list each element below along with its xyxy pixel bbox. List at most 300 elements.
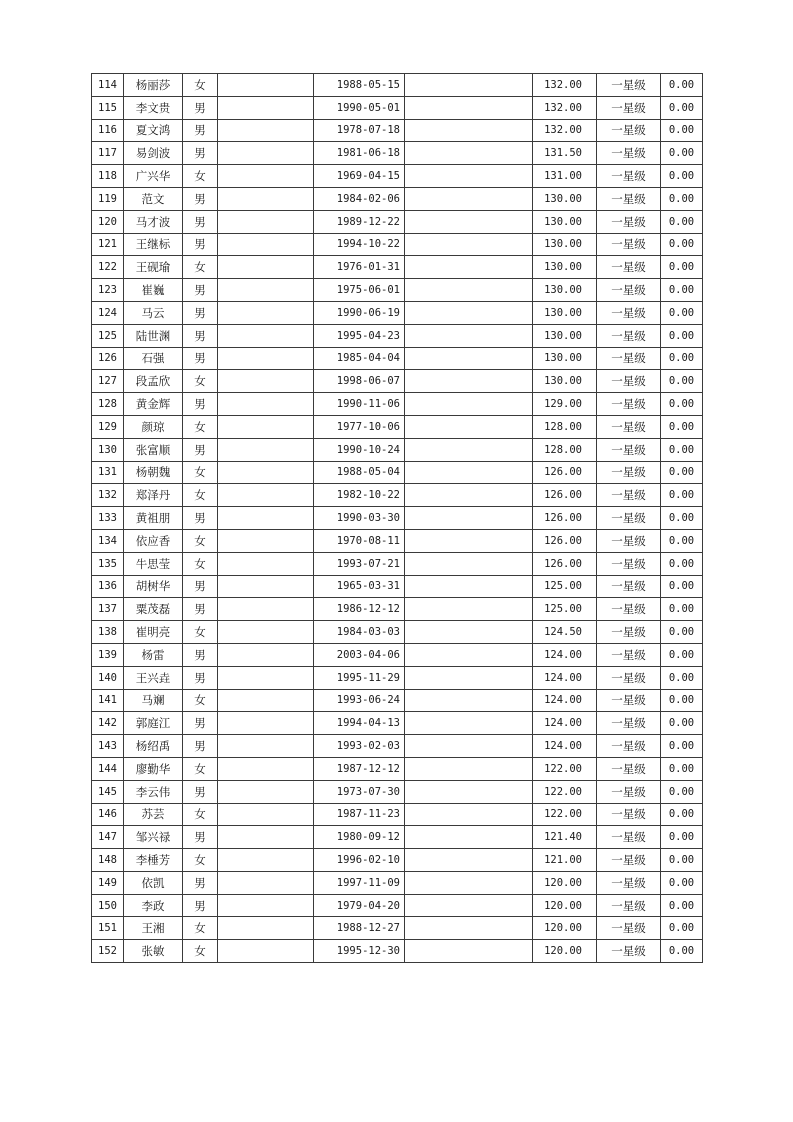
- blank-cell: [405, 712, 533, 735]
- row-number-cell: 135: [92, 552, 124, 575]
- row-number-cell: 128: [92, 393, 124, 416]
- birth-date-cell: 1988-05-15: [314, 74, 405, 97]
- row-number-cell: 119: [92, 187, 124, 210]
- gender-cell: 男: [183, 643, 218, 666]
- level-cell: 一星级: [597, 757, 661, 780]
- level-cell: 一星级: [597, 96, 661, 119]
- birth-date-cell: 1990-10-24: [314, 438, 405, 461]
- table-row: [92, 826, 703, 849]
- gender-cell: 女: [183, 415, 218, 438]
- name-cell: 王兴垚: [124, 666, 183, 689]
- blank-cell: [218, 826, 314, 849]
- row-number-cell: 120: [92, 210, 124, 233]
- score-cell: 125.00: [533, 575, 597, 598]
- score-cell: 132.00: [533, 74, 597, 97]
- amount-cell: 0.00: [661, 666, 703, 689]
- table-row: [92, 917, 703, 940]
- row-number-cell: 126: [92, 347, 124, 370]
- amount-cell: 0.00: [661, 370, 703, 393]
- level-cell: 一星级: [597, 324, 661, 347]
- name-cell: 李棰芳: [124, 849, 183, 872]
- birth-date-cell: 2003-04-06: [314, 643, 405, 666]
- gender-cell: 男: [183, 666, 218, 689]
- blank-cell: [218, 917, 314, 940]
- table-row: [92, 940, 703, 963]
- birth-date-cell: 1984-03-03: [314, 621, 405, 644]
- gender-cell: 女: [183, 689, 218, 712]
- blank-cell: [405, 165, 533, 188]
- blank-cell: [405, 461, 533, 484]
- level-cell: 一星级: [597, 894, 661, 917]
- birth-date-cell: 1996-02-10: [314, 849, 405, 872]
- amount-cell: 0.00: [661, 803, 703, 826]
- blank-cell: [218, 529, 314, 552]
- birth-date-cell: 1976-01-31: [314, 256, 405, 279]
- row-number-cell: 142: [92, 712, 124, 735]
- amount-cell: 0.00: [661, 347, 703, 370]
- score-cell: 131.00: [533, 165, 597, 188]
- score-cell: 126.00: [533, 507, 597, 530]
- name-cell: 颜琼: [124, 415, 183, 438]
- birth-date-cell: 1965-03-31: [314, 575, 405, 598]
- level-cell: 一星级: [597, 575, 661, 598]
- row-number-cell: 134: [92, 529, 124, 552]
- level-cell: 一星级: [597, 871, 661, 894]
- row-number-cell: 131: [92, 461, 124, 484]
- blank-cell: [218, 347, 314, 370]
- name-cell: 广兴华: [124, 165, 183, 188]
- row-number-cell: 115: [92, 96, 124, 119]
- blank-cell: [218, 666, 314, 689]
- amount-cell: 0.00: [661, 461, 703, 484]
- table-row: [92, 324, 703, 347]
- table-row: [92, 666, 703, 689]
- score-cell: 130.00: [533, 256, 597, 279]
- blank-cell: [405, 256, 533, 279]
- birth-date-cell: 1995-12-30: [314, 940, 405, 963]
- birth-date-cell: 1995-11-29: [314, 666, 405, 689]
- row-number-cell: 130: [92, 438, 124, 461]
- name-cell: 李云伟: [124, 780, 183, 803]
- name-cell: 张敏: [124, 940, 183, 963]
- gender-cell: 男: [183, 233, 218, 256]
- level-cell: 一星级: [597, 415, 661, 438]
- level-cell: 一星级: [597, 712, 661, 735]
- name-cell: 马斓: [124, 689, 183, 712]
- row-number-cell: 141: [92, 689, 124, 712]
- level-cell: 一星级: [597, 484, 661, 507]
- gender-cell: 男: [183, 735, 218, 758]
- row-number-cell: 137: [92, 598, 124, 621]
- blank-cell: [218, 74, 314, 97]
- gender-cell: 女: [183, 940, 218, 963]
- row-number-cell: 114: [92, 74, 124, 97]
- gender-cell: 男: [183, 210, 218, 233]
- blank-cell: [218, 370, 314, 393]
- table-row: [92, 438, 703, 461]
- blank-cell: [405, 871, 533, 894]
- score-cell: 122.00: [533, 757, 597, 780]
- birth-date-cell: 1980-09-12: [314, 826, 405, 849]
- amount-cell: 0.00: [661, 210, 703, 233]
- amount-cell: 0.00: [661, 324, 703, 347]
- birth-date-cell: 1977-10-06: [314, 415, 405, 438]
- level-cell: 一星级: [597, 393, 661, 416]
- birth-date-cell: 1997-11-09: [314, 871, 405, 894]
- score-cell: 131.50: [533, 142, 597, 165]
- gender-cell: 男: [183, 598, 218, 621]
- score-cell: 126.00: [533, 529, 597, 552]
- gender-cell: 男: [183, 780, 218, 803]
- level-cell: 一星级: [597, 210, 661, 233]
- blank-cell: [405, 210, 533, 233]
- level-cell: 一星级: [597, 826, 661, 849]
- birth-date-cell: 1990-06-19: [314, 301, 405, 324]
- blank-cell: [218, 461, 314, 484]
- amount-cell: 0.00: [661, 871, 703, 894]
- blank-cell: [405, 301, 533, 324]
- name-cell: 王湘: [124, 917, 183, 940]
- row-number-cell: 121: [92, 233, 124, 256]
- score-cell: 130.00: [533, 324, 597, 347]
- amount-cell: 0.00: [661, 187, 703, 210]
- level-cell: 一星级: [597, 940, 661, 963]
- row-number-cell: 116: [92, 119, 124, 142]
- blank-cell: [405, 643, 533, 666]
- level-cell: 一星级: [597, 119, 661, 142]
- amount-cell: 0.00: [661, 507, 703, 530]
- blank-cell: [218, 689, 314, 712]
- birth-date-cell: 1984-02-06: [314, 187, 405, 210]
- level-cell: 一星级: [597, 165, 661, 188]
- level-cell: 一星级: [597, 598, 661, 621]
- table-row: [92, 735, 703, 758]
- blank-cell: [405, 324, 533, 347]
- amount-cell: 0.00: [661, 757, 703, 780]
- blank-cell: [405, 894, 533, 917]
- birth-date-cell: 1987-12-12: [314, 757, 405, 780]
- row-number-cell: 136: [92, 575, 124, 598]
- score-cell: 120.00: [533, 871, 597, 894]
- blank-cell: [218, 849, 314, 872]
- level-cell: 一星级: [597, 917, 661, 940]
- table-row: [92, 256, 703, 279]
- blank-cell: [405, 621, 533, 644]
- amount-cell: 0.00: [661, 256, 703, 279]
- table-row: [92, 279, 703, 302]
- name-cell: 石强: [124, 347, 183, 370]
- row-number-cell: 124: [92, 301, 124, 324]
- table-row: [92, 643, 703, 666]
- row-number-cell: 151: [92, 917, 124, 940]
- level-cell: 一星级: [597, 461, 661, 484]
- blank-cell: [405, 917, 533, 940]
- level-cell: 一星级: [597, 301, 661, 324]
- table-row: [92, 803, 703, 826]
- blank-cell: [405, 575, 533, 598]
- name-cell: 杨雷: [124, 643, 183, 666]
- level-cell: 一星级: [597, 849, 661, 872]
- amount-cell: 0.00: [661, 438, 703, 461]
- blank-cell: [405, 393, 533, 416]
- level-cell: 一星级: [597, 735, 661, 758]
- blank-cell: [218, 187, 314, 210]
- blank-cell: [218, 233, 314, 256]
- name-cell: 张富顺: [124, 438, 183, 461]
- birth-date-cell: 1988-12-27: [314, 917, 405, 940]
- row-number-cell: 152: [92, 940, 124, 963]
- score-cell: 132.00: [533, 119, 597, 142]
- amount-cell: 0.00: [661, 96, 703, 119]
- name-cell: 依凯: [124, 871, 183, 894]
- blank-cell: [218, 279, 314, 302]
- blank-cell: [405, 142, 533, 165]
- blank-cell: [218, 142, 314, 165]
- row-number-cell: 143: [92, 735, 124, 758]
- gender-cell: 男: [183, 279, 218, 302]
- birth-date-cell: 1979-04-20: [314, 894, 405, 917]
- row-number-cell: 144: [92, 757, 124, 780]
- blank-cell: [405, 803, 533, 826]
- name-cell: 易剑波: [124, 142, 183, 165]
- score-cell: 121.00: [533, 849, 597, 872]
- name-cell: 李政: [124, 894, 183, 917]
- row-number-cell: 148: [92, 849, 124, 872]
- blank-cell: [218, 643, 314, 666]
- amount-cell: 0.00: [661, 712, 703, 735]
- birth-date-cell: 1998-06-07: [314, 370, 405, 393]
- table-row: [92, 96, 703, 119]
- birth-date-cell: 1994-10-22: [314, 233, 405, 256]
- birth-date-cell: 1982-10-22: [314, 484, 405, 507]
- score-cell: 130.00: [533, 347, 597, 370]
- score-cell: 122.00: [533, 803, 597, 826]
- blank-cell: [405, 96, 533, 119]
- level-cell: 一星级: [597, 233, 661, 256]
- blank-cell: [405, 849, 533, 872]
- birth-date-cell: 1987-11-23: [314, 803, 405, 826]
- blank-cell: [218, 119, 314, 142]
- level-cell: 一星级: [597, 529, 661, 552]
- level-cell: 一星级: [597, 256, 661, 279]
- row-number-cell: 145: [92, 780, 124, 803]
- table-row: [92, 415, 703, 438]
- score-cell: 120.00: [533, 894, 597, 917]
- blank-cell: [405, 233, 533, 256]
- blank-cell: [405, 74, 533, 97]
- birth-date-cell: 1990-05-01: [314, 96, 405, 119]
- gender-cell: 女: [183, 621, 218, 644]
- blank-cell: [218, 415, 314, 438]
- row-number-cell: 150: [92, 894, 124, 917]
- table-row: [92, 461, 703, 484]
- table-row: [92, 552, 703, 575]
- row-number-cell: 117: [92, 142, 124, 165]
- birth-date-cell: 1978-07-18: [314, 119, 405, 142]
- gender-cell: 男: [183, 712, 218, 735]
- level-cell: 一星级: [597, 643, 661, 666]
- blank-cell: [218, 301, 314, 324]
- blank-cell: [218, 165, 314, 188]
- table-row: [92, 187, 703, 210]
- amount-cell: 0.00: [661, 940, 703, 963]
- name-cell: 李文贵: [124, 96, 183, 119]
- row-number-cell: 139: [92, 643, 124, 666]
- amount-cell: 0.00: [661, 529, 703, 552]
- blank-cell: [218, 735, 314, 758]
- level-cell: 一星级: [597, 507, 661, 530]
- table-row: [92, 712, 703, 735]
- blank-cell: [405, 552, 533, 575]
- blank-cell: [218, 894, 314, 917]
- level-cell: 一星级: [597, 347, 661, 370]
- table-row: [92, 529, 703, 552]
- score-cell: 122.00: [533, 780, 597, 803]
- name-cell: 依应香: [124, 529, 183, 552]
- name-cell: 范文: [124, 187, 183, 210]
- gender-cell: 男: [183, 119, 218, 142]
- birth-date-cell: 1995-04-23: [314, 324, 405, 347]
- table-row: [92, 210, 703, 233]
- row-number-cell: 147: [92, 826, 124, 849]
- score-cell: 124.50: [533, 621, 597, 644]
- score-cell: 120.00: [533, 917, 597, 940]
- table-row: [92, 119, 703, 142]
- row-number-cell: 146: [92, 803, 124, 826]
- blank-cell: [405, 529, 533, 552]
- row-number-cell: 138: [92, 621, 124, 644]
- amount-cell: 0.00: [661, 689, 703, 712]
- level-cell: 一星级: [597, 279, 661, 302]
- amount-cell: 0.00: [661, 735, 703, 758]
- gender-cell: 男: [183, 871, 218, 894]
- gender-cell: 女: [183, 917, 218, 940]
- gender-cell: 男: [183, 347, 218, 370]
- table-row: [92, 598, 703, 621]
- name-cell: 黄金辉: [124, 393, 183, 416]
- amount-cell: 0.00: [661, 780, 703, 803]
- score-cell: 130.00: [533, 187, 597, 210]
- score-cell: 120.00: [533, 940, 597, 963]
- table-row: [92, 484, 703, 507]
- name-cell: 杨朝魏: [124, 461, 183, 484]
- blank-cell: [405, 279, 533, 302]
- level-cell: 一星级: [597, 621, 661, 644]
- table-row: [92, 393, 703, 416]
- blank-cell: [218, 210, 314, 233]
- name-cell: 王继标: [124, 233, 183, 256]
- score-cell: 130.00: [533, 233, 597, 256]
- birth-date-cell: 1990-11-06: [314, 393, 405, 416]
- blank-cell: [405, 940, 533, 963]
- table-row: [92, 507, 703, 530]
- gender-cell: 男: [183, 96, 218, 119]
- level-cell: 一星级: [597, 780, 661, 803]
- score-cell: 124.00: [533, 643, 597, 666]
- blank-cell: [218, 96, 314, 119]
- table-row: [92, 347, 703, 370]
- level-cell: 一星级: [597, 803, 661, 826]
- blank-cell: [218, 780, 314, 803]
- table-row: [92, 165, 703, 188]
- level-cell: 一星级: [597, 74, 661, 97]
- blank-cell: [218, 507, 314, 530]
- name-cell: 胡树华: [124, 575, 183, 598]
- blank-cell: [405, 598, 533, 621]
- blank-cell: [405, 187, 533, 210]
- blank-cell: [405, 780, 533, 803]
- name-cell: 郑泽丹: [124, 484, 183, 507]
- row-number-cell: 125: [92, 324, 124, 347]
- blank-cell: [218, 393, 314, 416]
- gender-cell: 男: [183, 324, 218, 347]
- gender-cell: 男: [183, 393, 218, 416]
- amount-cell: 0.00: [661, 233, 703, 256]
- level-cell: 一星级: [597, 552, 661, 575]
- score-cell: 121.40: [533, 826, 597, 849]
- blank-cell: [405, 507, 533, 530]
- name-cell: 陆世渊: [124, 324, 183, 347]
- name-cell: 段孟欣: [124, 370, 183, 393]
- birth-date-cell: 1975-06-01: [314, 279, 405, 302]
- level-cell: 一星级: [597, 370, 661, 393]
- row-number-cell: 140: [92, 666, 124, 689]
- gender-cell: 男: [183, 575, 218, 598]
- blank-cell: [405, 370, 533, 393]
- blank-cell: [218, 256, 314, 279]
- name-cell: 邹兴禄: [124, 826, 183, 849]
- gender-cell: 女: [183, 370, 218, 393]
- table-row: [92, 575, 703, 598]
- amount-cell: 0.00: [661, 74, 703, 97]
- score-cell: 125.00: [533, 598, 597, 621]
- table-row: [92, 74, 703, 97]
- birth-date-cell: 1993-06-24: [314, 689, 405, 712]
- row-number-cell: 123: [92, 279, 124, 302]
- table-row: [92, 142, 703, 165]
- score-cell: 130.00: [533, 279, 597, 302]
- row-number-cell: 149: [92, 871, 124, 894]
- level-cell: 一星级: [597, 142, 661, 165]
- name-cell: 廖勤华: [124, 757, 183, 780]
- gender-cell: 男: [183, 187, 218, 210]
- blank-cell: [405, 757, 533, 780]
- name-cell: 马云: [124, 301, 183, 324]
- row-number-cell: 122: [92, 256, 124, 279]
- row-number-cell: 132: [92, 484, 124, 507]
- amount-cell: 0.00: [661, 301, 703, 324]
- table-row: [92, 370, 703, 393]
- score-cell: 130.00: [533, 370, 597, 393]
- amount-cell: 0.00: [661, 598, 703, 621]
- amount-cell: 0.00: [661, 119, 703, 142]
- birth-date-cell: 1989-12-22: [314, 210, 405, 233]
- blank-cell: [218, 621, 314, 644]
- amount-cell: 0.00: [661, 142, 703, 165]
- gender-cell: 女: [183, 757, 218, 780]
- birth-date-cell: 1993-02-03: [314, 735, 405, 758]
- name-cell: 黄祖朋: [124, 507, 183, 530]
- amount-cell: 0.00: [661, 917, 703, 940]
- score-cell: 124.00: [533, 666, 597, 689]
- amount-cell: 0.00: [661, 393, 703, 416]
- gender-cell: 女: [183, 552, 218, 575]
- blank-cell: [218, 712, 314, 735]
- blank-cell: [218, 871, 314, 894]
- amount-cell: 0.00: [661, 575, 703, 598]
- level-cell: 一星级: [597, 438, 661, 461]
- name-cell: 郭庭江: [124, 712, 183, 735]
